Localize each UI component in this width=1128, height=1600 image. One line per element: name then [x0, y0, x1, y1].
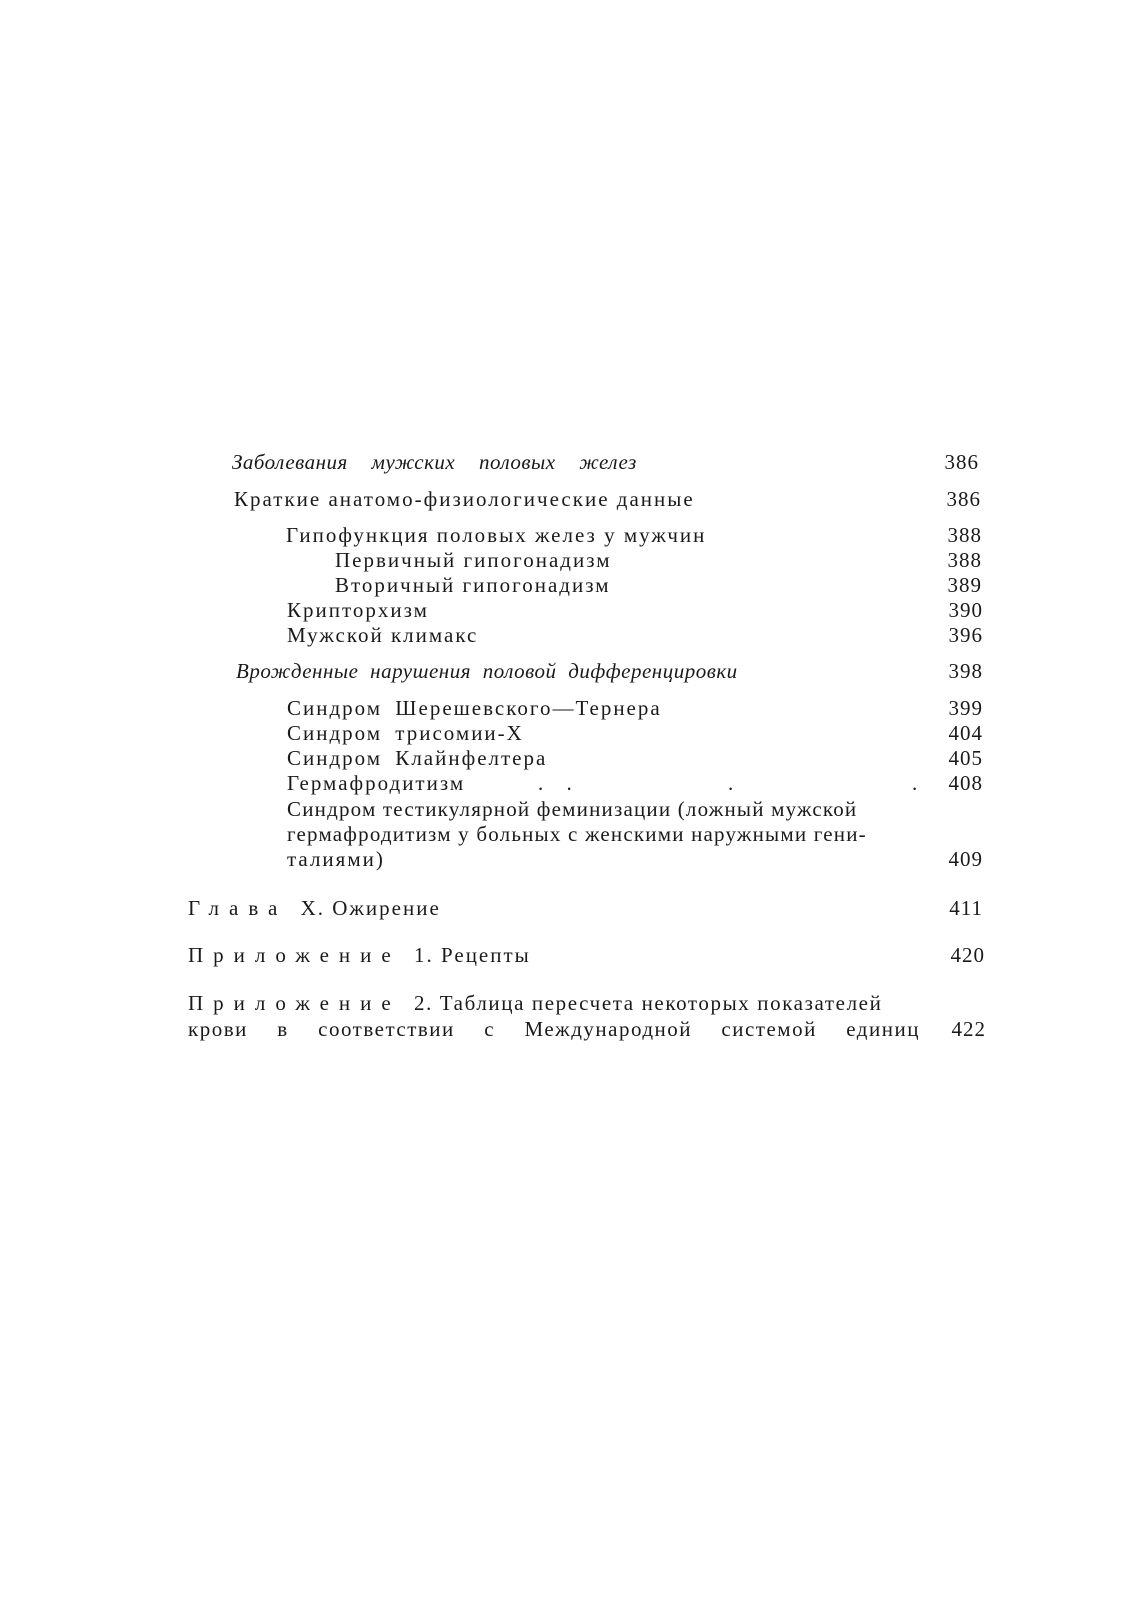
toc-entry-brief-data: Краткие анатомо-физиологические данные — [234, 487, 695, 511]
toc-page-number: 389 — [947, 573, 982, 597]
chapter-title: X. Ожирение — [300, 896, 441, 920]
appendix-title: 1. Рецепты — [413, 943, 531, 967]
toc-chapter-10 — [188, 896, 441, 920]
toc-page-number: 388 — [947, 523, 982, 547]
toc-entry-male-climax: Мужской климакс — [287, 623, 479, 647]
appendix-word: с — [484, 1017, 496, 1041]
appendix-label: Приложение — [188, 991, 401, 1015]
toc-entry-turner: Синдром Шерешевского—Тернера — [287, 696, 662, 720]
toc-entry-secondary-hypogonadism: Вторичный гипогонадизм — [335, 573, 611, 597]
toc-leader-dot: . — [912, 771, 918, 795]
chapter-label: Глава — [188, 896, 288, 920]
toc-appendix-1 — [188, 943, 531, 967]
toc-entry-testicular-line2: гермафродитизм у больных с женскими наружными гени- — [287, 822, 867, 846]
toc-appendix-2-line1 — [188, 991, 882, 1015]
toc-page-number: 398 — [948, 659, 983, 683]
appendix-label: Приложение — [188, 943, 401, 967]
toc-entry-testicular-line1: Синдром тестикулярной феминизации (ложный мужской — [287, 797, 858, 821]
toc-entry-klinefelter: Синдром Клайнфелтера — [287, 746, 548, 770]
appendix-word: крови — [188, 1017, 248, 1041]
appendix-word: соответствии — [318, 1017, 455, 1041]
appendix-word: Международной — [524, 1017, 692, 1041]
toc-page-number: 404 — [948, 721, 983, 745]
toc-appendix-2-line2 — [188, 1017, 920, 1041]
appendix-word: единиц — [846, 1017, 920, 1041]
toc-page-number: 409 — [948, 847, 983, 871]
toc-entry-hypofunction: Гипофункция половых желез у мужчин — [286, 523, 707, 547]
toc-page-number: 396 — [948, 623, 983, 647]
appendix-word: в — [277, 1017, 289, 1041]
toc-page-number: 405 — [948, 746, 983, 770]
toc-page-number: 411 — [949, 896, 983, 920]
toc-page-number: 390 — [948, 598, 983, 622]
toc-entry-trisomy: Синдром трисомии-Х — [287, 721, 524, 745]
toc-page-number: 388 — [947, 548, 982, 572]
toc-entry-hermaphroditism: Гермафродитизм — [287, 771, 466, 795]
toc-page-number: 408 — [948, 771, 983, 795]
toc-entry-primary-hypogonadism: Первичный гипогонадизм — [335, 548, 612, 572]
toc-page-number: 420 — [950, 943, 985, 967]
toc-section-male-gonads: Заболевания мужских половых желез — [232, 450, 637, 474]
appendix-title: 2. Таблица пересчета некоторых показателей — [413, 991, 883, 1015]
toc-page-number: 386 — [944, 450, 979, 474]
toc-entry-cryptorchidism: Крипторхизм — [287, 598, 429, 622]
toc-page-number: 399 — [948, 696, 983, 720]
appendix-word: системой — [721, 1017, 817, 1041]
toc-leader-dots: . . — [538, 771, 574, 795]
toc-entry-testicular-line3: талиями) — [287, 847, 385, 871]
toc-section-congenital: Врожденные нарушения половой дифференцировки — [236, 659, 738, 683]
toc-page-number: 386 — [946, 487, 981, 511]
toc-page-number: 422 — [951, 1017, 986, 1041]
toc-leader-dot: . — [728, 771, 734, 795]
